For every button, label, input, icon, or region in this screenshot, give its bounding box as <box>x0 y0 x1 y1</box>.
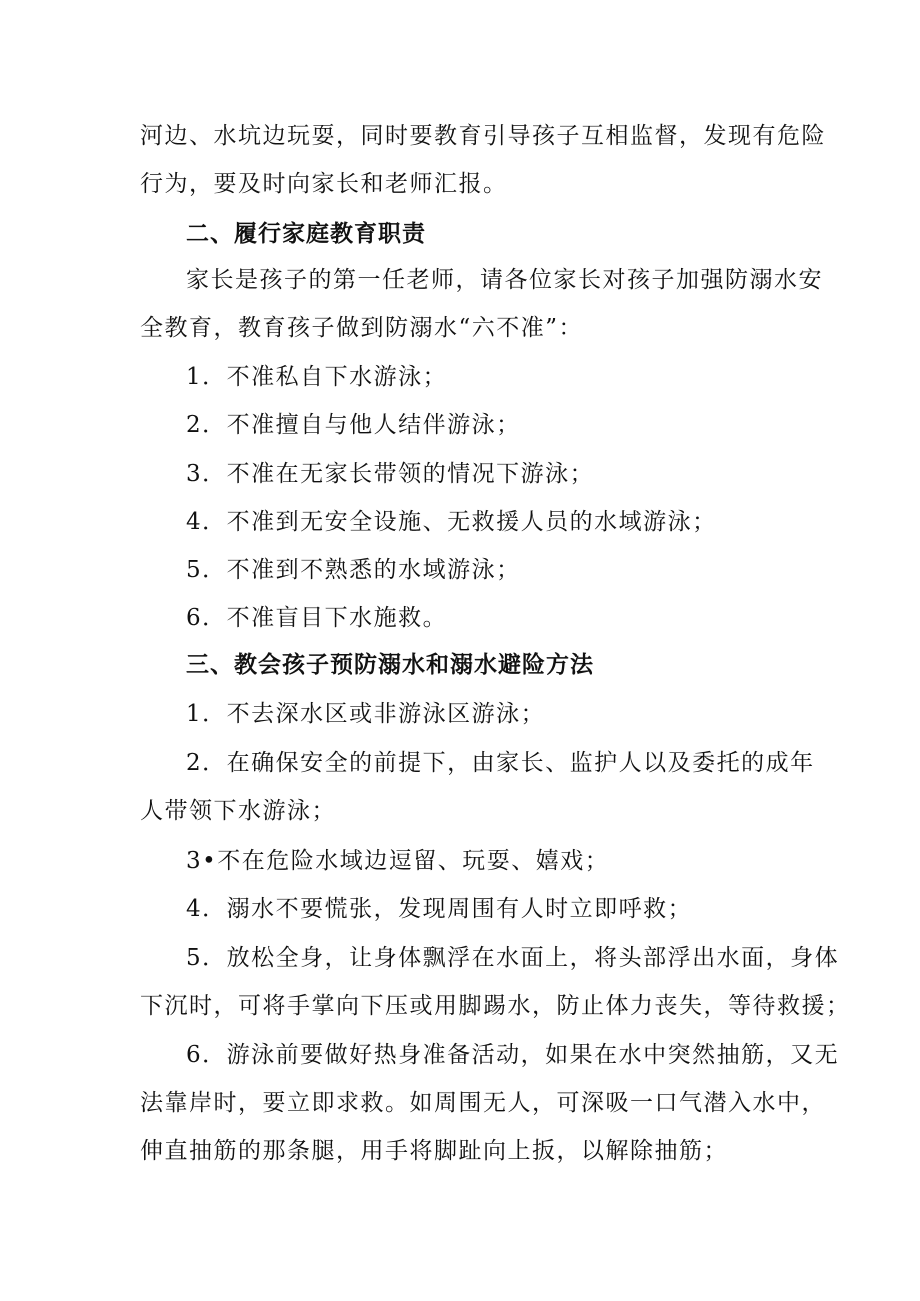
list-item: 1．不去深水区或非游泳区游泳； <box>186 701 546 727</box>
section-heading: 二、履行家庭教育职责 <box>186 221 426 247</box>
list-item: 4．溺水不要慌张，发现周围有人时立即呼救； <box>186 896 693 922</box>
list-item-continuation: 法靠岸时，要立即求救。如周围无人，可深吸一口气潜入水中， <box>140 1090 826 1116</box>
list-item: 6．不准盲目下水施救。 <box>186 605 448 631</box>
list-item-continuation: 人带领下水游泳； <box>140 798 336 824</box>
list-item-continuation: 伸直抽筋的那条腿，用手将脚趾向上扳，以解除抽筋； <box>140 1138 728 1164</box>
list-item: 3．不准在无家长带领的情况下游泳； <box>186 461 595 487</box>
list-item-continuation: 下沉时，可将手掌向下压或用脚踢水，防止体力丧失，等待救援； <box>140 993 851 1019</box>
list-item: 6．游泳前要做好热身准备活动，如果在水中突然抽筋，又无 <box>186 1042 840 1068</box>
list-item: 4．不准到无安全设施、无救援人员的水域游泳； <box>186 509 717 535</box>
body-line: 全教育，教育孩子做到防溺水“六不准”： <box>140 315 584 341</box>
section-heading: 三、教会孩子预防溺水和溺水避险方法 <box>186 652 594 678</box>
body-line: 家长是孩子的第一任老师，请各位家长对孩子加强防溺水安 <box>186 267 823 293</box>
list-item: 1．不准私自下水游泳； <box>186 364 448 390</box>
list-item: 2．不准擅自与他人结伴游泳； <box>186 412 521 438</box>
body-line: 行为，要及时向家长和老师汇报。 <box>140 171 508 197</box>
list-item: 3•不在危险水域边逗留、玩耍、嬉戏； <box>186 848 610 874</box>
body-line: 河边、水坑边玩耍，同时要教育引导孩子互相监督，发现有危险 <box>140 123 826 149</box>
list-item: 2．在确保安全的前提下，由家长、监护人以及委托的成年 <box>186 750 815 776</box>
list-item: 5．放松全身，让身体飘浮在水面上，将头部浮出水面，身体 <box>186 945 840 971</box>
list-item: 5．不准到不熟悉的水域游泳； <box>186 557 521 583</box>
